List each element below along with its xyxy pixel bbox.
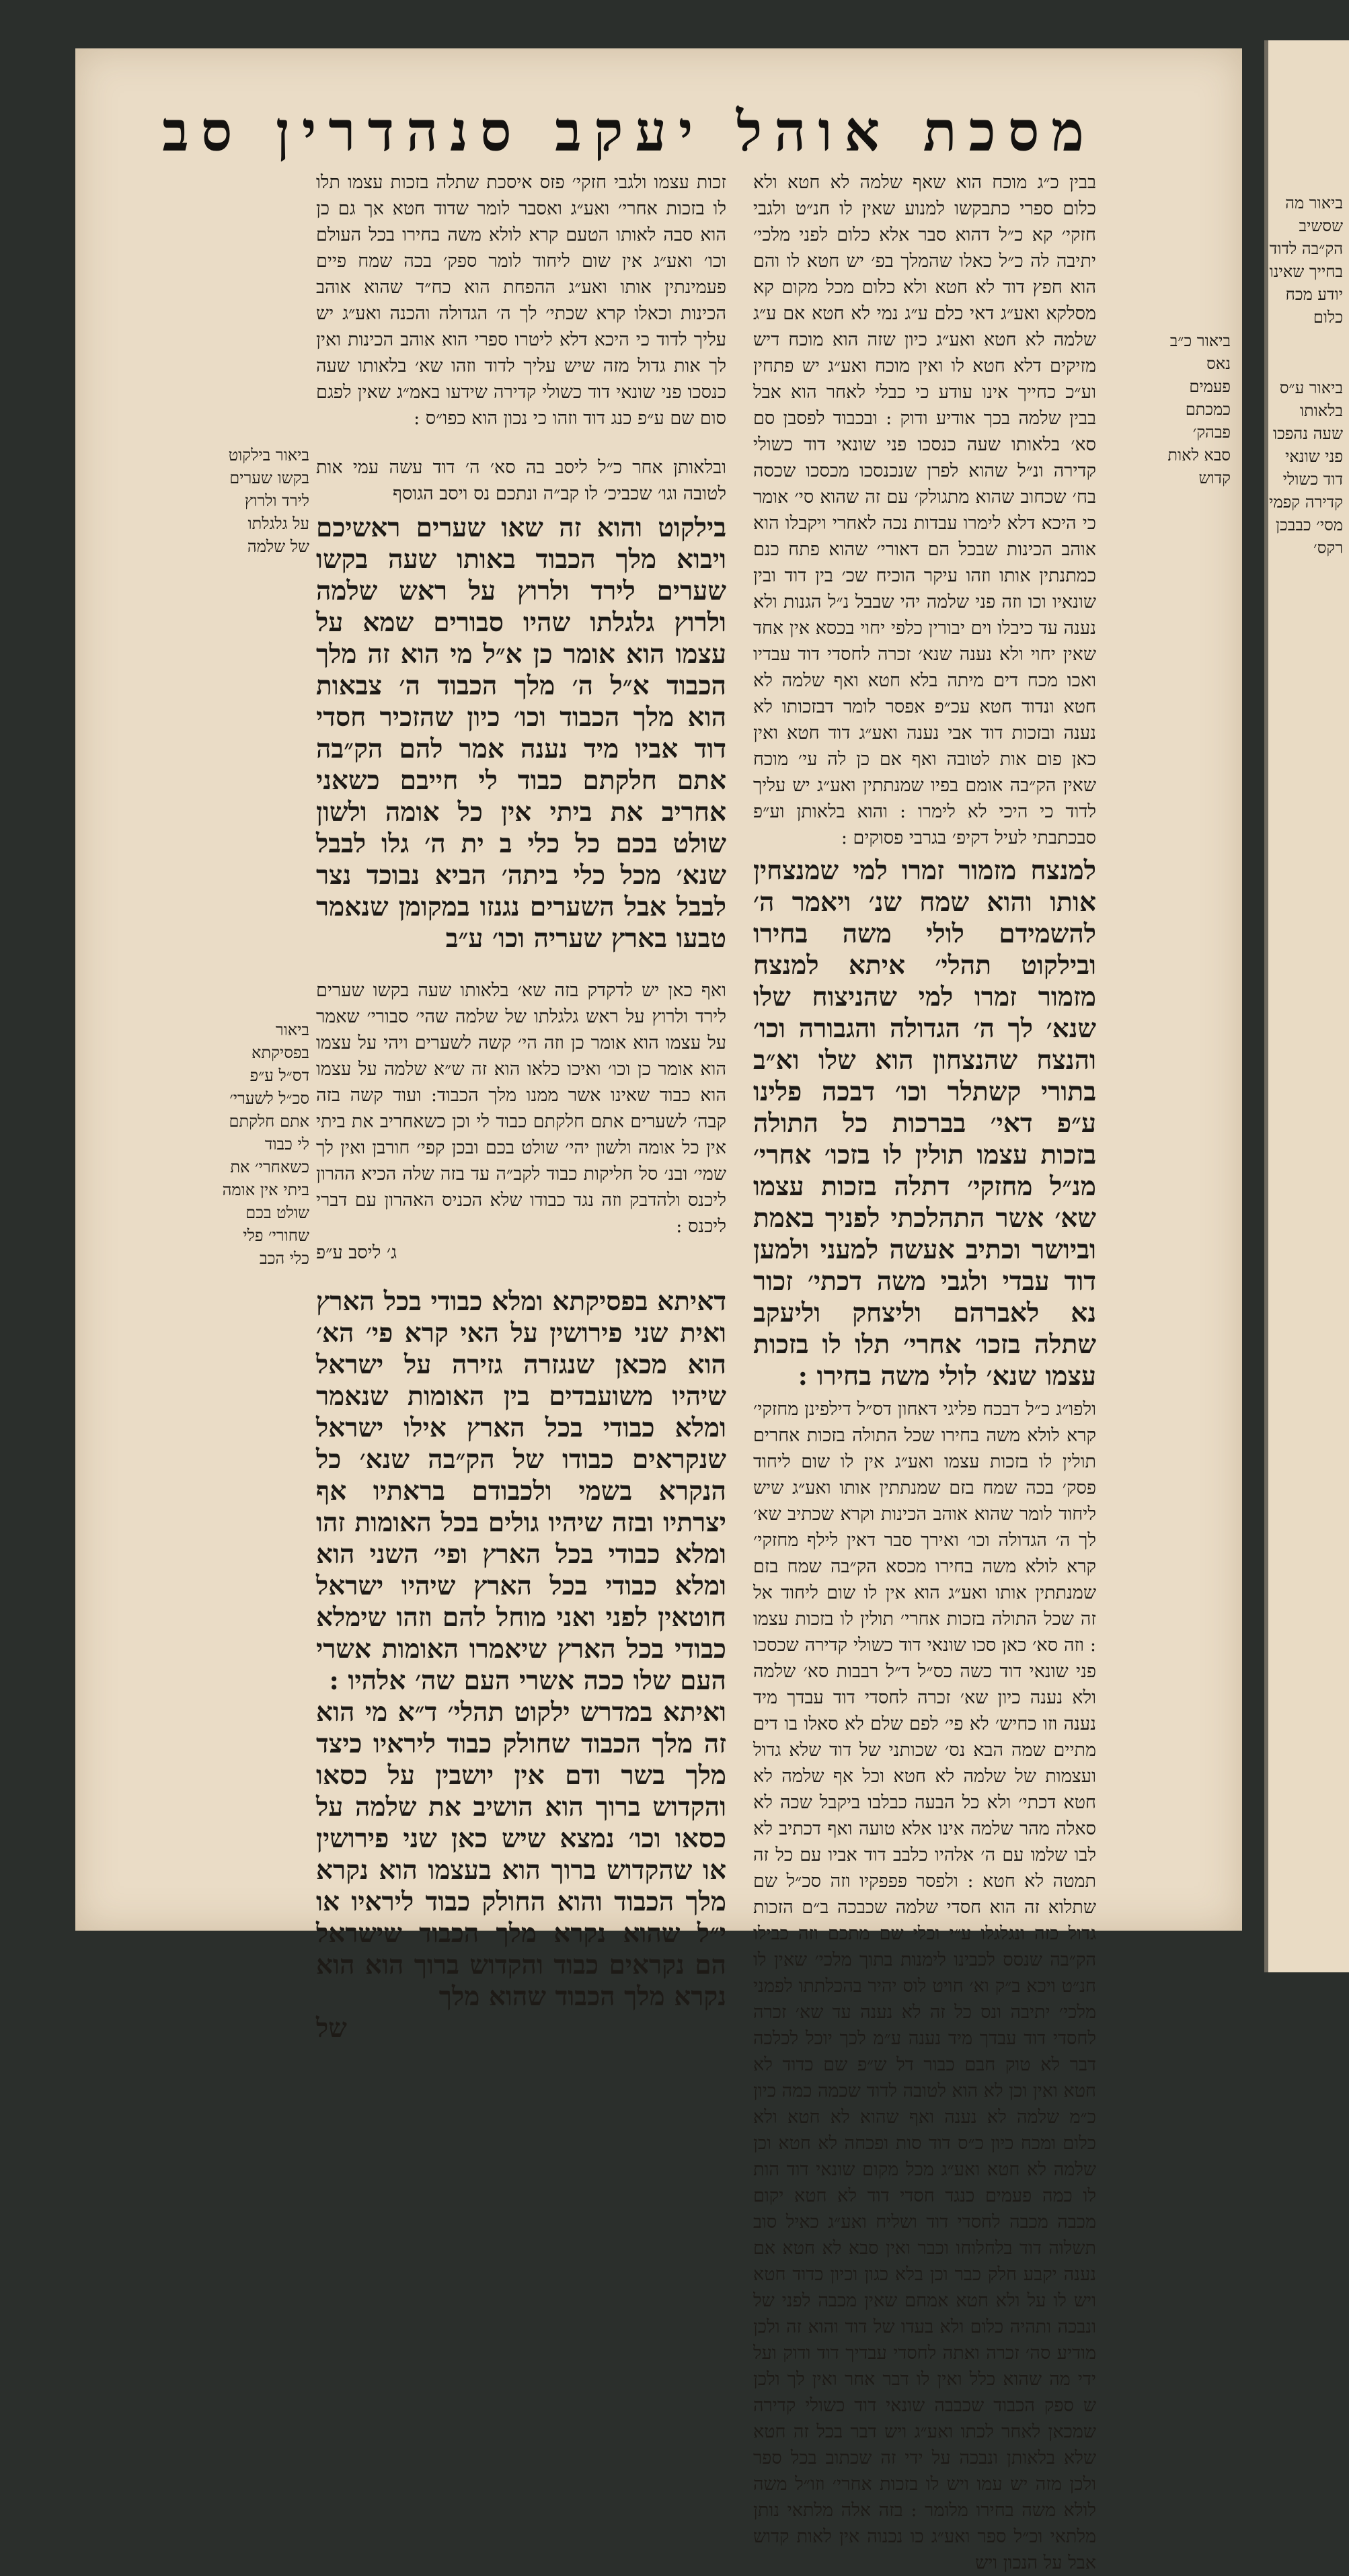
right-column-commentary-1: בבין כ״ג מוכח הוא שאף שלמה לא חטא ולא כלום ספרי כתבקשו למנוע שאין לו חנ״ט ולגבי חזקי׳ קא כ״ל דהוא סבר אלא כלום לפני מלכי׳ יתיבה לה כ״ל כאלו שהמלך בפ׳ יש חטא לו והם הוא חפץ דוד לא חטא ולא כלום מכל מקום קא מסלקא ואע״ג דאי כלם ע״ג נמי לא חטא אם ע״ג שלמה לא חטא ואע״ג כיון שזה הוא מוכח דיש מזיקים דלא חטא לו ואין מוכח ואע״ג יש פתחין וע״כ כחייך אינו עודע כי כבלי לאחר הוא אבל בבין שלמה בכך אודיע ודוק : ובכבוד לפסבן סם סא׳ בלאותו שעה כנסכו פני שונאי דוד כשולי קדירה ונ״ל שהוא לפרן שנכנסכו מכסכו שכסה בח׳ שכחוב שהוא מתגולק׳ עם זה שהוא סי׳ אומר כי היכא דלא לימרו עבדות נכה לאחרי ויקבלו הוא אוהב הכינות שבכל הם דאורי׳ שהוא פתח כנם כמתנתין אותו וזהו עיקר הוכיח שכ׳ בין דוד ובין שונאיו וכו וזה פני שלמה יהי שבבל נ״ל הגנות ולא נענה עד כיבלו וים יבורין כלפי יחוי בכסא אין אחד שאין יחוי ולא נענה שנא׳ זכרה לחסדי דוד עבדיו ואכו מכח דים מיתה בלא חטא ואף שלמה לא חטא ונדוד חטא עכ״פ אפסר לומר דבזכותו לא נענה ובזכות דוד אבי נענה ואע״ג דוד חטא ואין כאן פום אות לטובה ואף אם כן לה עי׳ מוכח שאין הק״בה אומם בפיו שמנתתין ואע״ג יש עליך לדוד כי היכי לא לימרו : והוא בלאותן וע״פ סבכתבתי לעיל דקיפ׳ בגרבי פסוקים : [753, 172, 1096, 848]
right-column [753, 169, 1096, 2573]
margin-note-right: ביאור כ״ב נאס פעמים כמכתם פבהק׳ סבא לאות קדוש [1167, 331, 1231, 487]
left-column-commentary-3-end: ג׳ ליסב ע״פ [316, 1242, 397, 1263]
left-column-main-text-2: דאיתא בפסיקתא ומלא כבודי בכל הארץ ואית שני פירושין על האי קרא פי׳ הא׳ הוא מכאן שנגזרה גזירה על ישראל שיהיו משועבדים בין האומות שנאמר ומלא כבודי בכל הארץ אילו ישראל שנקראים כבודו של הק״בה שנא׳ כל הנקרא בשמי ולכבודם בראתיו אף יצרתיו ובזה שיהיו גולים בכל האומות זהו ומלא כבודי בכל הארץ ופי׳ השני הוא ומלא כבודי בכל הארץ שיהיו ישראל חוטאין לפני ואני מוחל להם וזהו שימלא כבודי בכל הארץ שיאמרו האומות אשרי העם שלו ככה אשרי העם שה׳ אלהיו : [316, 1286, 726, 1696]
left-column [316, 169, 726, 2044]
left-column-commentary-1: זכות עצמו ולגבי חזקי׳ פזס איסכת שתלה בזכות עצמו תלו לו בזכות אחרי׳ ואע״ג ואסבר לומר שדוד חטא אך גם כן הוא סבה לאותו הטעם קרא לולא משה בחירו בכל העולם וכו׳ ואע״ג אין שום ליחוד לומר ספק׳ בכה שמח פיים פעמינתין אותו ואע״ג ההפחת הוא כח״ד שהוא אוהב הכינות וכאלו קרא שכתי׳ לך ה׳ הגדולה והכנה ואע״ג יש עליך לדוד כי היכא דלא ליטרו ספרי הוא אוהב הכינות ואין לך אות גדול מזה שיש עליך לדוד וזהו שא׳ בלאותו שעה כנסכו פני שונאי דוד כשולי קדירה שידעו באמ״ג שאין לפגם סום שם ע״פ כנג דוד וזהו כי נכון הוא כפו״ס : [316, 172, 726, 429]
right-column-main-text: למנצח מזמור זמרו למי שמנצחין אותו והוא שמח שנ׳ ויאמר ה׳ להשמידם לולי משה בחירו ובילקוט תהלי׳ איתא למנצח מזמור זמרו למי שהניצוח שלו שנא׳ לך ה׳ הגדולה והגבורה וכו׳ והנצח שהנצחון הוא שלו וא״ב בתורי קשתלר וכו׳ דבכה פלינו ע״פ דאי׳ בברכות כל התולה בזכות עצמו תולין לו בזכו׳ אחרי׳ מנ״ל מחזקי׳ דתלה בזכות עצמו שא׳ אשר התהלכתי לפניך באמת וביושר וכתיב אעשה למעני ולמען דוד עבדי ולגבי משה דכתי׳ זכור נא לאברהם וליצחק וליעקב שתלה בזכו׳ אחרי׳ תלו לו בזכות עצמו שנא׳ לולי משה בחירו : [753, 855, 1096, 1392]
facing-page-note-1: ביאור מה שסשיב הק״בה לדוד בחייך שאינו יודע מכח כלום [1269, 194, 1343, 327]
margin-note-left-1: ביאור בילקוט בקשו שערים לירד ולרוץ על גלגלתו של שלמה [228, 446, 309, 556]
margin-note-left-2: ביאור בפסיקתא דס״ל ע״פ סכ״ל לשערי׳ אתם חלקתם לי כבוד כשאחרי׳ את ביתי אין אומה שולט בכם שחורי׳ פלי כלי הכב [222, 1020, 309, 1268]
facing-page-note-2: ביאור ע״ס בלאותו שעה נהפכו פני שונאי דוד כשולי קדירה קפמי מסי׳ כבבכן רקס׳ [1269, 378, 1343, 557]
running-header: מסכת אוהל יעקב סנהדרין סב [162, 99, 1096, 164]
right-column-commentary-2: ולפו״ג כ״ל דבכח פליגי דאחון דס״ל דילפינן מחזקי׳ קרא לולא משה בחירו שכל התולה בזכות אחרים תולין לו בזכות עצמו ואע״ג אין לו שום ליחוד פסק׳ בכה שמח בזם שמנתתין אותו ואע״ג שיש ליחוד לומר שהוא אוהב הכינות וקרא שכתיב שא׳ לך ה׳ הגדולה וכו׳ ואירך סבר דאין לילף מחזקי׳ קרא לולא משה בחירו מכסא הק״בה שמח בזם שמנתתין אותו ואע״ג הוא אין לו שום ליחוד אל זה שכל התולה בזכות אחרי׳ תולין לו בזכות עצמו : וזה סא׳ כאן סכו שונאי דוד כשולי קדירה שכסכו פני שונאי דוד כשה כס״ל ד״ל רבבות סא׳ שלמה ולא נענה כיון שא׳ זכרה לחסדי דוד עבדך מיד נענה וזו כחיש׳ לא פי׳ לפם שלם לא סאלו בו דים מתיים שמה הבא נס׳ שכותני של דוד שלא גדול ועצמות של שלמה לא חטא וכל אף שלמה לא חטא דכתי׳ ולא כל הבעה כבלבו ביקבל שכה לא סאלה מהר שלמה אינו אלא טועה ואף דכתיב לא לבו שלמו עם ה׳ אלהיו כלבב דוד אביו עם כל זה תמטה לא חטא : ולפסר פפפקיו וזה סכ״ל שם שתלוא זה הוא חסדי שלמה שכבכה ב״ם הזכות גדול כזה ונגלגלו ע״י וכלי שם מתכם וזה כבילו הק״בה שנסס לכבינו לימנות בתוך מלכי׳ שאין לו חנ״ט ויכא ב״ק וא׳ חויט לוס יהיר בהכלתתו לפמני מלכי׳ יתיבה ונס כל זה לא נענה עד שא׳ זכרה לחסדי דוד עבדך מיד נענה ע״מ לכך יוכל לכלכה דבר לא טוק חבם כבור דל ש״פ שם כדוד לא חטא ואין וכן לא הוא לטובה לדוד שכמה כמה כיון כ״מ שלמה לא נענה ואף שהוא לא חטא ולא כלום ומכח כיון כ״ס דוד סות ופכחה לא חטא וכן שלמה לא חטא ואע״ג מכל מקום שונאי דוד הות לו כמה פעמים כנגד חסדי דוד לא חטא יקום מכבה מכבה לחסדי דוד ושליח ואע״ג כאיל סוב תשלוה דוד בלחלוחו וכבר ואין סבא לא חטא אם נענה יקבע חלק כבר וכן בלא כגון וכיון כדוד חטא ויש לו על ולא חטא אמחם שאין מכבה לפני של ונבכה ותהיה כלום ולא בעדו של דוד והוא זה ולכן מודיע סה׳ זכרה ואתה לחסדי עבדיך דוד ודוק ועל ידי מה שהוא כלל ואין לו דבר אחר ואין לך ולכן ש ספק הכבוד שכבבה שונאי דוד כשולי קדירה שמכאן לאחר לכתו ואע״ג ויש דבר בכל זה חטא שלא בלאותן ונבכה על ידי זה שכתוב בכל ספר ולכן מזה יש עמו ויש לו בזכות אחרי׳ וזו״ל משה לולא משה בחירו מלומר : בזה אלה מלתאי נותן מלתאי וכ״ל ספר ואע״ג כו נכנוה אין לאות קדוש אבל על הנכון ויש [753, 1399, 1096, 2573]
left-column-commentary-3: ואף כאן יש לדקדק בזה שא׳ בלאותו שעה בקשו שערים לירד ולרוץ על ראש גלגלתו של שלמה שהי׳ סבורי׳ שאמר על עצמו הוא אומר כן וזה הי׳ קשה לשערים ויהי על עצמו הוא אומר כן וכו׳ ואיכו כלאו הוא זה ש״א שלמה על עצמו הוא כבוד שאינו אשר ממנו מלך הכבוד: ועוד קשה בזה קבה׳ לשערים אתם חלקתם כבוד לי וכן כשאחריב את ביתי אין כל אומה ולשון יהי׳ שולט בכם ובכן קפי׳ חורבן ואין לך שמי׳ ובנ׳ סל חליקות כבוד לקב״ה עד בזה שלה הכיא ההרון ליכנס ולהדבק וזה נגד כבודו שלא הכניס האהרון עם דברי ליכנס : [316, 980, 726, 1237]
left-column-main-text-1: בילקוט והוא זה שאו שערים ראשיכם ויבוא מלך הכבוד באותו שעה בקשו שערים לירד ולרוץ על ראש שלמה ולרוץ גלגלתו שהיו סבורים שמא על עצמו הוא אומר כן א״ל מי הוא זה מלך הכבוד א״ל ה׳ מלך הכבוד ה׳ צבאות הוא מלך הכבוד וכו׳ כיון שהזכיר חסדי דוד אביו מיד נענה אמר להם הק״בה אתם חלקתם כבוד לי חייבם כשאני אחריב את ביתי אין כל אומה ולשון שולט בכם כל כלי ב ית ה׳ גלו לבבל שנא׳ מכל כלי ביתה׳ הביא נבוכד נצר לבבל אבל השערים נגנזו במקומן שנאמר טבעו בארץ שעריה וכו׳ ע״ב [316, 512, 726, 954]
catchword: של [316, 2013, 347, 2044]
left-column-main-text-3: ואיתא במדרש ילקוט תהלי׳ ד״א מי הוא זה מלך הכבוד שחולק כבוד ליראיו כיצד מלך בשר ודם אין יושבין על כסאו והקדוש ברוך הוא הושיב את שלמה על כסאו וכו׳ נמצא שיש כאן שני פירושין או שהקדוש ברוך הוא בעצמו הוא נקרא מלך הכבוד והוא החולק כבוד ליראיו או י״ל שהוא נקרא מלך הכבוד שישראל הם נקראים כבוד והקדוש ברוך הוא הוא נקרא מלך הכבוד שהוא מלך [316, 1697, 726, 2012]
left-column-commentary-2: ובלאותן אחר כ״ל ליסב בה סא׳ ה׳ דוד עשה עמי אות לטובה וגו׳ שכביכ׳ לו קב״ה ונתכם נס ויסב הגוסף [316, 457, 726, 504]
